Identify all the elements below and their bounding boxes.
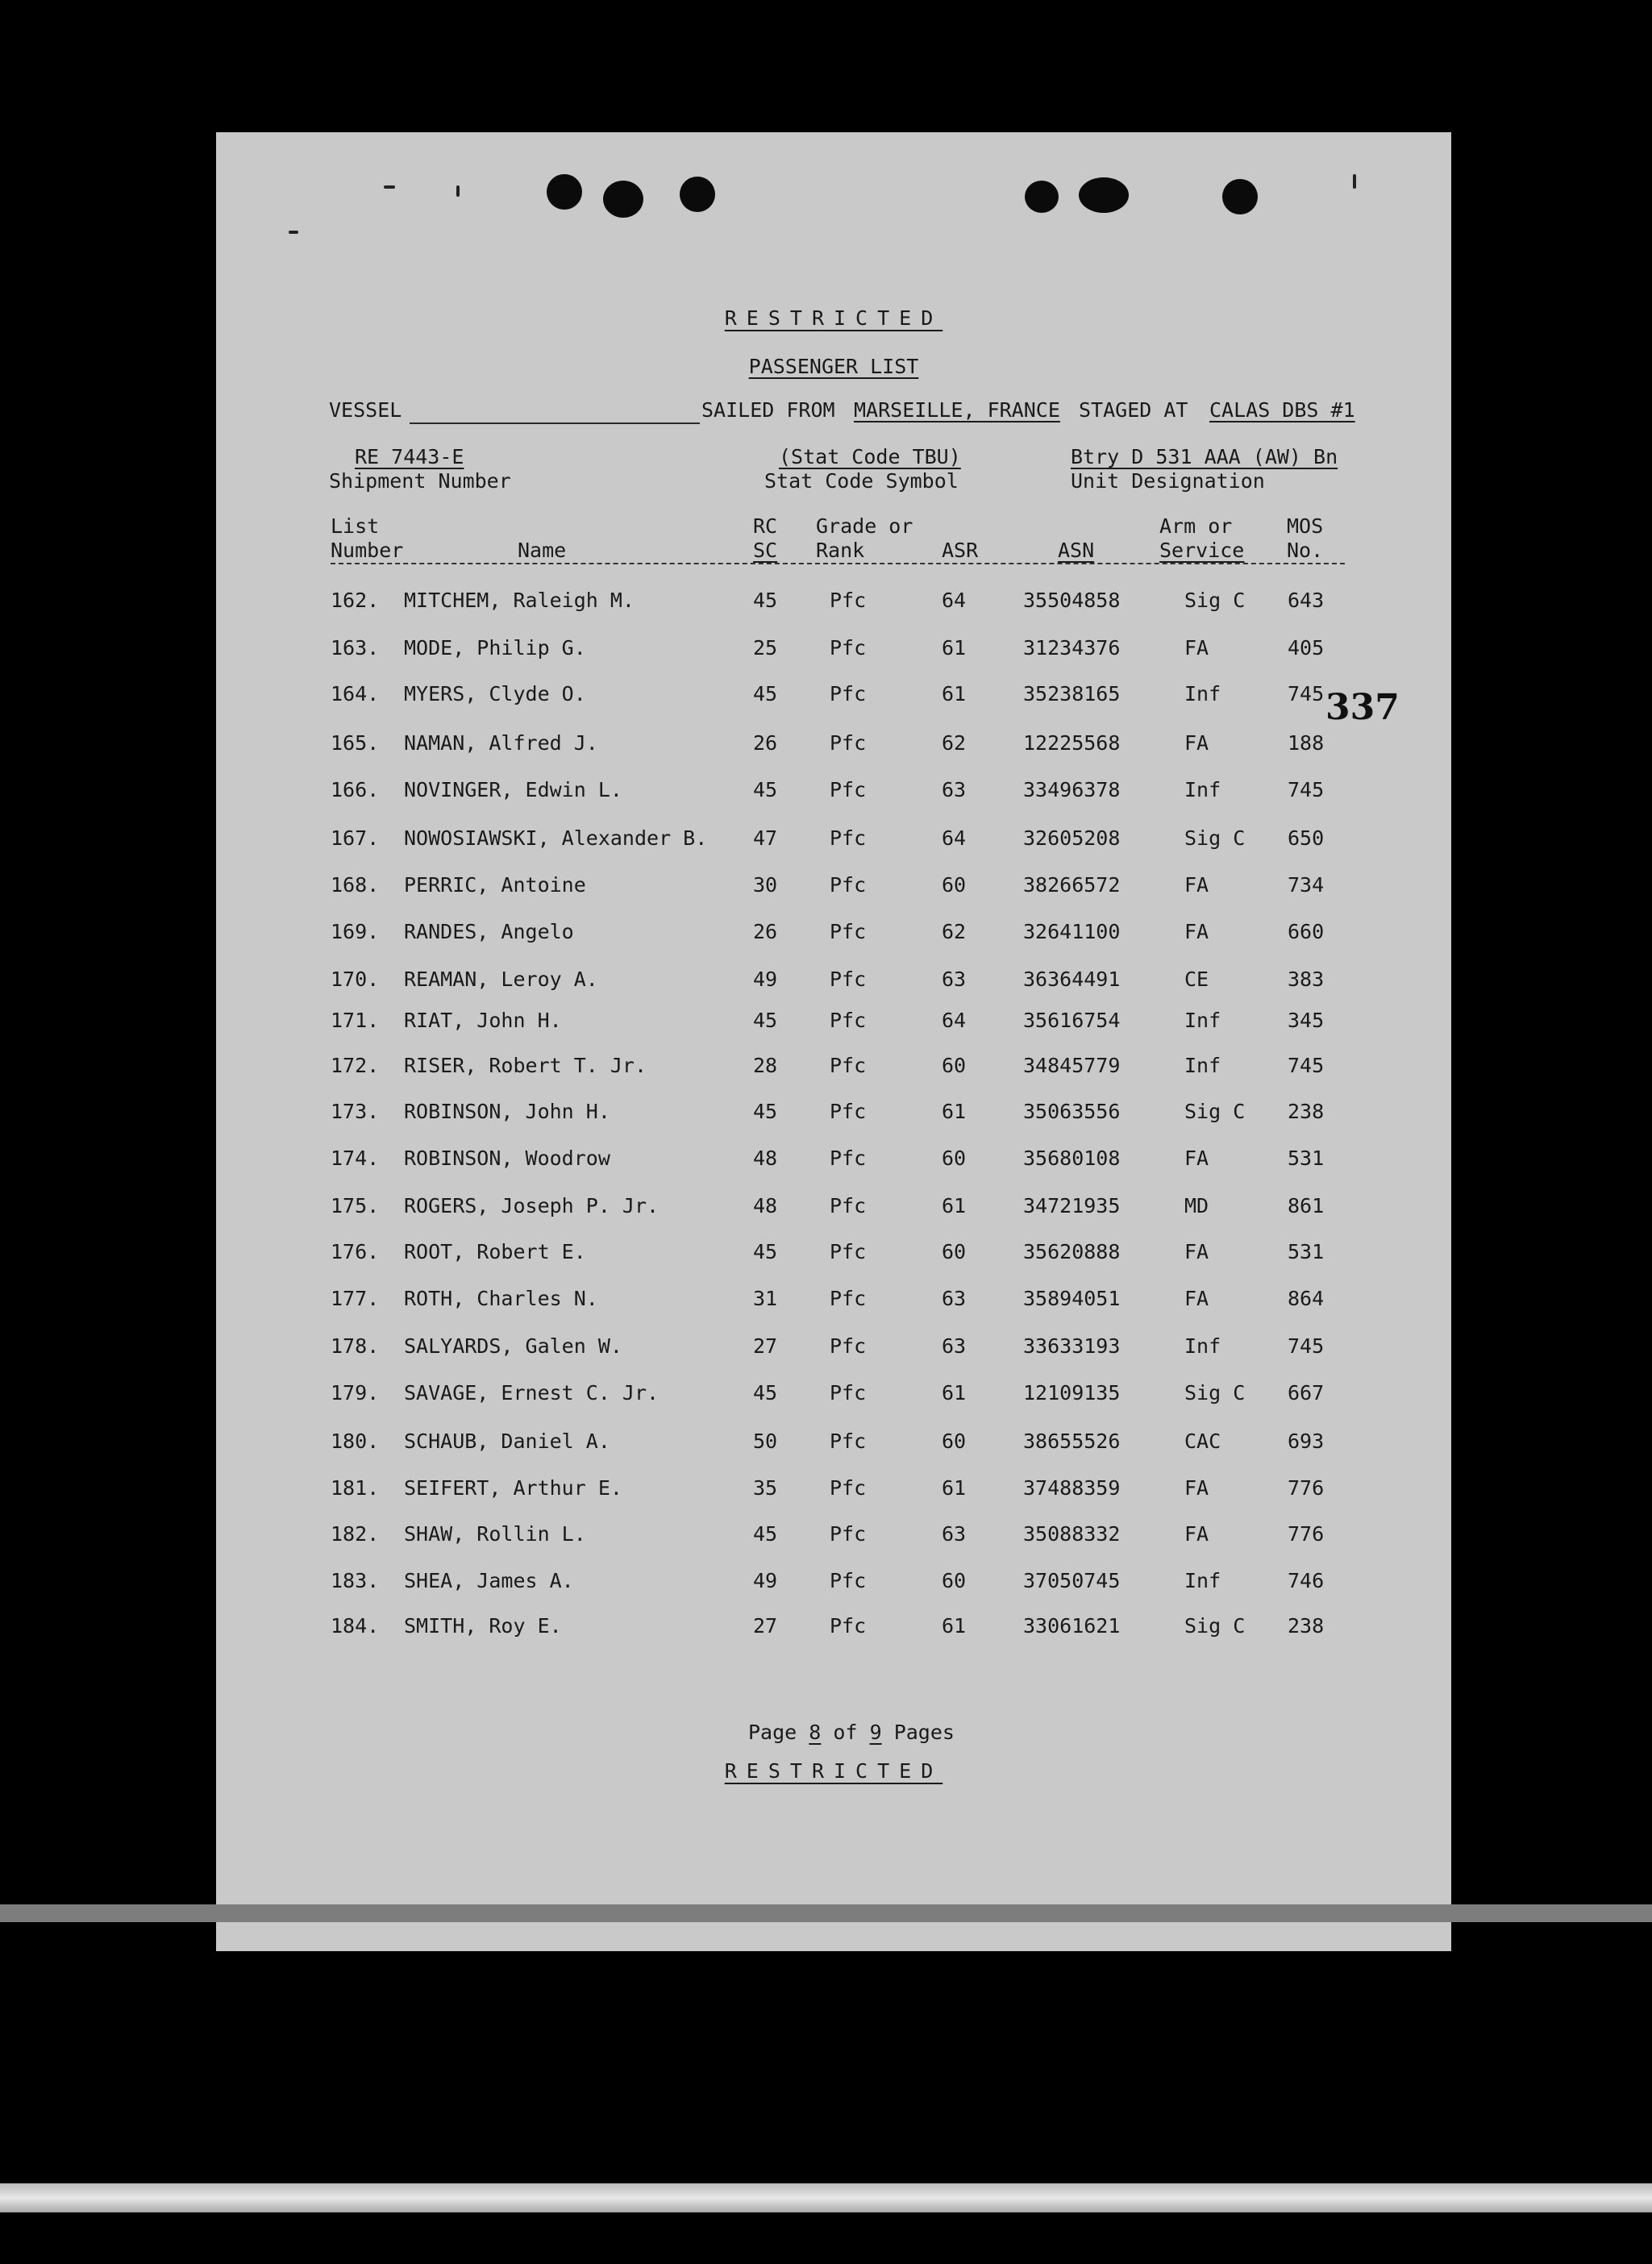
asn: 31234376 [1023,636,1121,660]
grade: Pfc [830,1381,867,1405]
list-number: 177. [331,1287,380,1310]
grade: Pfc [830,682,867,705]
col-list-number: Number [331,539,404,562]
col-grade: Grade or [816,514,913,538]
list-number: 175. [331,1194,380,1217]
asr: 61 [942,1614,967,1638]
stat-code: (Stat Code TBU) [779,445,961,468]
col-asr: ASR [942,539,979,562]
passenger-name: REAMAN, Leroy A. [404,968,598,991]
grade: Pfc [830,1009,867,1032]
passenger-name: PERRIC, Antoine [404,873,586,897]
page-current: 8 [809,1721,822,1744]
vessel-label: VESSEL [329,398,402,422]
col-name: Name [518,539,567,562]
asr: 61 [942,1100,967,1123]
passenger-name: NAMAN, Alfred J. [404,731,598,755]
mos-number: 746 [1288,1569,1325,1592]
grade: Pfc [830,1522,867,1546]
grade: Pfc [830,636,867,660]
table-row [216,636,1451,660]
mos-number: 734 [1288,873,1325,897]
passenger-name: ROOT, Robert E. [404,1240,586,1263]
arm-or-service: Inf [1184,1009,1221,1032]
binder-hole [1079,177,1129,213]
list-number: 180. [331,1430,380,1453]
list-number: 179. [331,1381,380,1405]
asn: 38266572 [1023,873,1121,897]
arm-or-service: FA [1184,1240,1209,1263]
grade: Pfc [830,1334,867,1358]
asn: 35620888 [1023,1240,1121,1263]
passenger-name: MITCHEM, Raleigh M. [404,589,635,612]
asn: 34845779 [1023,1054,1121,1077]
binder-hole [1222,179,1258,214]
rc-sc: 45 [753,589,778,612]
table-row [216,1240,1451,1264]
grade: Pfc [830,1476,867,1500]
restricted-title: RESTRICTED [724,306,943,330]
table-row [216,1614,1451,1638]
passenger-name: ROTH, Charles N. [404,1287,598,1310]
rc-sc: 26 [753,731,778,755]
list-number: 182. [331,1522,380,1546]
arm-or-service: Inf [1184,1054,1221,1077]
table-row [216,1476,1451,1500]
asn: 35088332 [1023,1522,1121,1546]
mos-number: 745 [1288,1054,1325,1077]
list-number: 164. [331,682,380,705]
asr: 63 [942,968,967,991]
passenger-name: ROGERS, Joseph P. Jr. [404,1194,660,1217]
asr: 62 [942,731,967,755]
asr: 60 [942,1147,967,1170]
col-arm: Service [1159,539,1245,562]
arm-or-service: Inf [1184,1334,1221,1358]
arm-or-service: Sig C [1184,1381,1246,1405]
asr: 63 [942,1522,967,1546]
binder-hole [1025,181,1059,213]
mos-number: 238 [1288,1614,1325,1638]
page-prefix: Page [748,1721,797,1744]
arm-or-service: Inf [1184,1569,1221,1592]
rc-sc: 49 [753,1569,778,1592]
mos-number: 188 [1288,731,1325,755]
table-row [216,968,1451,992]
asn: 34721935 [1023,1194,1121,1217]
rc-sc: 49 [753,968,778,991]
asr: 61 [942,1476,967,1500]
list-number: 173. [331,1100,380,1123]
passenger-name: SEIFERT, Arthur E. [404,1476,622,1500]
asn: 33496378 [1023,778,1121,801]
list-number: 183. [331,1569,380,1592]
arm-or-service: FA [1184,1287,1209,1310]
col-list-number: List [331,514,380,538]
grade: Pfc [830,1147,867,1170]
rc-sc: 28 [753,1054,778,1077]
asn: 12109135 [1023,1381,1121,1405]
grade: Pfc [830,968,867,991]
mos-number: 643 [1288,589,1325,612]
asr: 61 [942,1381,967,1405]
rc-sc: 27 [753,1334,778,1358]
asr: 64 [942,1009,967,1032]
asr: 61 [942,1194,967,1217]
passenger-name: SHAW, Rollin L. [404,1522,586,1546]
mos-number: 693 [1288,1430,1325,1453]
mos-number: 531 [1288,1240,1325,1263]
shipment-number: RE 7443-E [355,445,464,468]
asn: 36364491 [1023,968,1121,991]
list-number: 169. [331,920,380,943]
rc-sc: 45 [753,1100,778,1123]
list-number: 167. [331,826,380,850]
grade: Pfc [830,1287,867,1310]
staged-at-label: STAGED AT [1079,398,1188,422]
passenger-list-title: PASSENGER LIST [748,355,919,378]
col-mos: MOS [1287,514,1324,538]
asr: 63 [942,1334,967,1358]
rc-sc: 50 [753,1430,778,1453]
rc-sc: 45 [753,682,778,705]
grade: Pfc [830,1100,867,1123]
asn: 35504858 [1023,589,1121,612]
passenger-name: SALYARDS, Galen W. [404,1334,622,1358]
rc-sc: 35 [753,1476,778,1500]
grade: Pfc [830,1614,867,1638]
passenger-name: MYERS, Clyde O. [404,682,586,705]
asn: 35063556 [1023,1100,1121,1123]
mos-number: 776 [1288,1522,1325,1546]
table-row [216,731,1451,755]
page-indicator [748,1721,955,1745]
table-row [216,1430,1451,1454]
passenger-name: RIAT, John H. [404,1009,562,1032]
rc-sc: 25 [753,636,778,660]
asn: 35894051 [1023,1287,1121,1310]
page-suffix: Pages [893,1721,955,1744]
col-rc: RC [753,514,778,538]
mos-number: 667 [1288,1381,1325,1405]
asn: 35680108 [1023,1147,1121,1170]
rc-sc: 48 [753,1147,778,1170]
mos-number: 861 [1288,1194,1325,1217]
rc-sc: 47 [753,826,778,850]
arm-or-service: FA [1184,1522,1209,1546]
table-row [216,589,1451,613]
arm-or-service: FA [1184,1147,1209,1170]
asn: 38655526 [1023,1430,1121,1453]
rc-sc: 31 [753,1287,778,1310]
binder-hole [603,181,643,218]
mos-number: 745 [1288,682,1325,705]
unit-designation: Btry D 531 AAA (AW) Bn [1071,445,1338,468]
asr: 61 [942,682,967,705]
table-row [216,1009,1451,1033]
table-row [216,873,1451,897]
table-row [216,1147,1451,1171]
passenger-name: MODE, Philip G. [404,636,586,660]
asr: 60 [942,1240,967,1263]
scan-edge-strip [0,1904,1652,1922]
list-number: 170. [331,968,380,991]
list-number: 178. [331,1334,380,1358]
asn: 37488359 [1023,1476,1121,1500]
page-of: of [833,1721,858,1744]
asn: 32641100 [1023,920,1121,943]
grade: Pfc [830,589,867,612]
passenger-name: SHEA, James A. [404,1569,574,1592]
grade: Pfc [830,826,867,850]
passenger-name: ROBINSON, John H. [404,1100,610,1123]
arm-or-service: FA [1184,636,1209,660]
table-row [216,1334,1451,1359]
table-row [216,1569,1451,1593]
sailed-from-value: MARSEILLE, FRANCE [854,398,1060,422]
passenger-name: RANDES, Angelo [404,920,574,943]
table-row [216,920,1451,944]
arm-or-service: CE [1184,968,1209,991]
passenger-name: SAVAGE, Ernest C. Jr. [404,1381,660,1405]
passenger-name: SMITH, Roy E. [404,1614,562,1638]
binder-hole [680,177,715,212]
arm-or-service: FA [1184,1476,1209,1500]
ink-speck [384,185,395,189]
vessel-blank-line [410,422,700,424]
grade: Pfc [830,1430,867,1453]
arm-or-service: Sig C [1184,1614,1246,1638]
grade: Pfc [830,873,867,897]
table-row [216,1287,1451,1311]
grade: Pfc [830,1194,867,1217]
header-divider [331,563,1345,564]
table-row [216,1381,1451,1405]
grade: Pfc [830,1054,867,1077]
col-mos: No. [1287,539,1324,562]
passenger-name: SCHAUB, Daniel A. [404,1430,610,1453]
asr: 64 [942,589,967,612]
list-number: 171. [331,1009,380,1032]
mos-number: 405 [1288,636,1325,660]
asr: 64 [942,826,967,850]
passenger-name: NOVINGER, Edwin L. [404,778,622,801]
asr: 60 [942,873,967,897]
asr: 60 [942,1569,967,1592]
stamped-page-number: 337 [1325,687,1400,728]
rc-sc: 30 [753,873,778,897]
asr: 60 [942,1430,967,1453]
table-row [216,1194,1451,1218]
shipment-number-label: Shipment Number [329,469,511,493]
asn: 37050745 [1023,1569,1121,1592]
mos-number: 745 [1288,1334,1325,1358]
arm-or-service: FA [1184,920,1209,943]
col-asn: ASN [1058,539,1095,562]
asr: 60 [942,1054,967,1077]
grade: Pfc [830,731,867,755]
rc-sc: 45 [753,778,778,801]
grade: Pfc [830,1240,867,1263]
ink-speck [1353,174,1356,189]
asn: 33633193 [1023,1334,1121,1358]
sailed-from-label: SAILED FROM [701,398,835,422]
arm-or-service: Sig C [1184,589,1246,612]
list-number: 184. [331,1614,380,1638]
col-grade: Rank [816,539,865,562]
table-row [216,778,1451,802]
mos-number: 650 [1288,826,1325,850]
grade: Pfc [830,920,867,943]
mos-number: 238 [1288,1100,1325,1123]
asn: 35238165 [1023,682,1121,705]
list-number: 165. [331,731,380,755]
col-rc: SC [753,539,778,562]
mos-number: 345 [1288,1009,1325,1032]
asr: 61 [942,636,967,660]
page-total: 9 [869,1721,882,1744]
asn: 32605208 [1023,826,1121,850]
arm-or-service: FA [1184,873,1209,897]
list-number: 163. [331,636,380,660]
passenger-name: NOWOSIAWSKI, Alexander B. [404,826,708,850]
asn: 12225568 [1023,731,1121,755]
arm-or-service: Sig C [1184,826,1246,850]
mos-number: 383 [1288,968,1325,991]
table-row [216,682,1451,706]
passenger-name: RISER, Robert T. Jr. [404,1054,647,1077]
list-number: 168. [331,873,380,897]
unit-designation-label: Unit Designation [1071,469,1265,493]
table-row [216,826,1451,851]
table-row [216,1054,1451,1078]
list-number: 176. [331,1240,380,1263]
rc-sc: 45 [753,1240,778,1263]
mos-number: 776 [1288,1476,1325,1500]
arm-or-service: Inf [1184,682,1221,705]
asr: 63 [942,778,967,801]
mos-number: 864 [1288,1287,1325,1310]
mos-number: 531 [1288,1147,1325,1170]
restricted-footer: RESTRICTED [724,1759,943,1783]
list-number: 166. [331,778,380,801]
scan-bottom-strip [0,2183,1652,2212]
list-number: 174. [331,1147,380,1170]
rc-sc: 45 [753,1522,778,1546]
document-page [216,132,1451,1951]
table-row [216,1522,1451,1546]
col-arm: Arm or [1159,514,1233,538]
rc-sc: 45 [753,1009,778,1032]
rc-sc: 27 [753,1614,778,1638]
staged-at-value: CALAS DBS #1 [1209,398,1355,422]
asr: 63 [942,1287,967,1310]
asr: 62 [942,920,967,943]
mos-number: 660 [1288,920,1325,943]
passenger-name: ROBINSON, Woodrow [404,1147,610,1170]
list-number: 181. [331,1476,380,1500]
grade: Pfc [830,1569,867,1592]
ink-speck [456,185,460,197]
mos-number: 745 [1288,778,1325,801]
list-number: 172. [331,1054,380,1077]
binder-hole [547,174,582,210]
rc-sc: 45 [753,1381,778,1405]
asn: 33061621 [1023,1614,1121,1638]
arm-or-service: Sig C [1184,1100,1246,1123]
rc-sc: 26 [753,920,778,943]
asn: 35616754 [1023,1009,1121,1032]
ink-speck [289,231,298,234]
grade: Pfc [830,778,867,801]
arm-or-service: Inf [1184,778,1221,801]
arm-or-service: CAC [1184,1430,1221,1453]
table-row [216,1100,1451,1124]
arm-or-service: MD [1184,1194,1209,1217]
stat-code-label: Stat Code Symbol [764,469,959,493]
arm-or-service: FA [1184,731,1209,755]
list-number: 162. [331,589,380,612]
rc-sc: 48 [753,1194,778,1217]
